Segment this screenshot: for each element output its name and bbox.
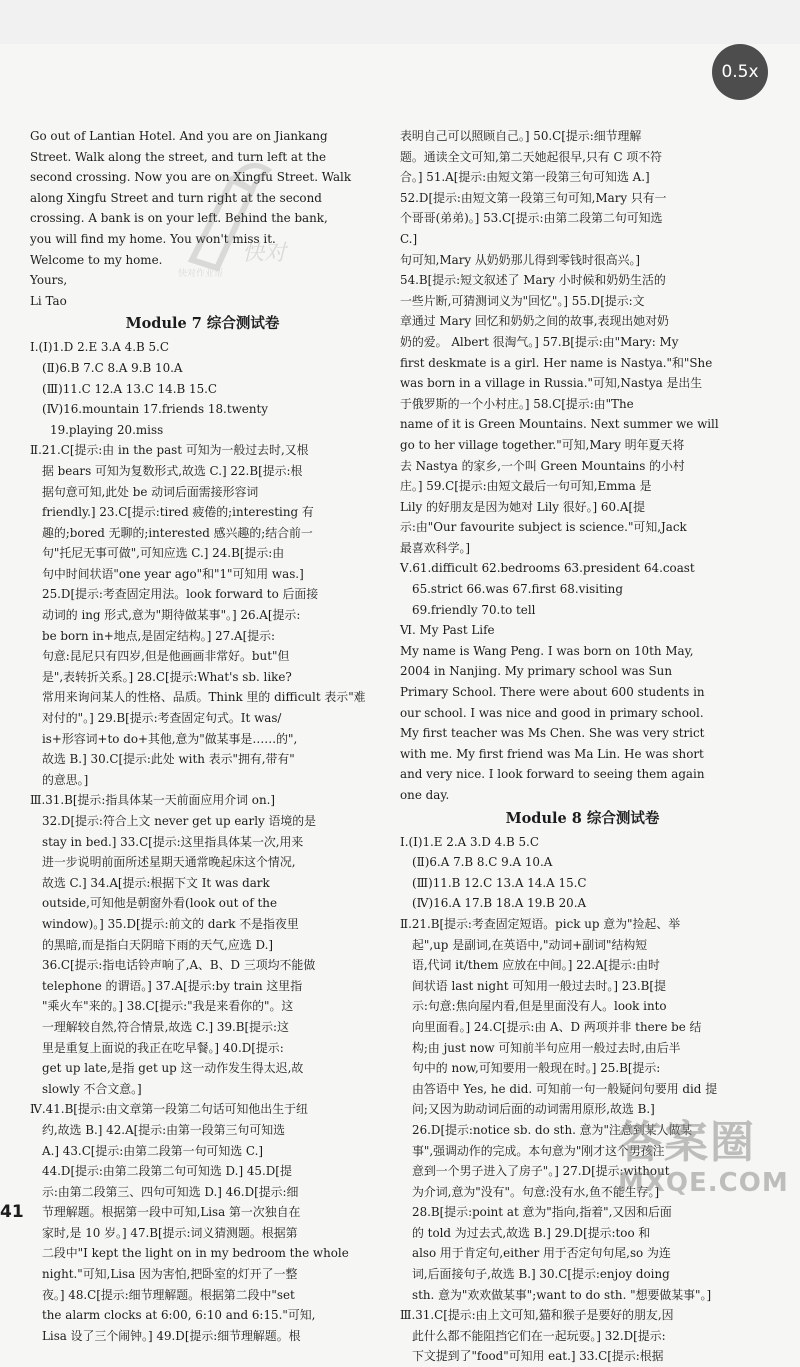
answer-line: 动词的 ing 形式,意为"期待做某事"。] 26.A[提示: — [42, 608, 301, 623]
answer-line: 二段中"I kept the light on in my bedroom the whole — [42, 1246, 349, 1261]
text-line: Li Tao — [30, 293, 67, 308]
answer-line: 此什么都不能阻挡它们在一起玩耍。] 32.D[提示: — [412, 1328, 666, 1343]
answer-line: was born in a village in Russia."可知,Nastya 是出生 — [400, 376, 703, 391]
answer-line: 句意:昆尼只有四岁,但是他画画非常好。but"但 — [42, 649, 290, 664]
answer-line: sth. 意为"欢欢做某事";want to do sth. "想要做某事"。] — [412, 1287, 712, 1302]
answer-line: 于俄罗斯的一个小村庄。] 58.C[提示:由"The — [400, 396, 634, 411]
answer-line: 36.C[提示:指电话铃声响了,A、B、D 三项均不能做 — [42, 958, 316, 973]
answer-line: 故选 C.] 34.A[提示:根据下文 It was dark — [42, 875, 270, 890]
answer-line: 44.D[提示:由第二段第二句可知选 D.] 45.D[提 — [42, 1164, 292, 1179]
answer-line: 26.D[提示:notice sb. do sth. 意为"注意到某人做某 — [412, 1122, 693, 1137]
answer-line: 夜。] 48.C[提示:细节理解题。根据第二段中"set — [42, 1287, 295, 1302]
answer-line: (Ⅳ)16.mountain 17.friends 18.twenty — [42, 402, 268, 417]
answer-line: also 用于肯定句,either 用于否定句句尾,so 为连 — [412, 1246, 671, 1261]
answer-line: 故选 B.] 30.C[提示:此处 with 表示"拥有,带有" — [42, 752, 295, 767]
answer-line: 65.strict 66.was 67.first 68.visiting — [412, 582, 623, 597]
answer-line: the alarm clocks at 6:00, 6:10 and 6:15."可知, — [42, 1308, 316, 1323]
answer-line: 的 told 为过去式,故选 B.] 29.D[提示:too 和 — [412, 1225, 651, 1240]
answer-line: 的黑暗,而是指白天阴暗下雨的天气,应选 D.] — [42, 937, 274, 952]
answer-line: 趣的;bored 无聊的;interested 感兴趣的;结合前一 — [42, 525, 313, 540]
answer-line: 向里面看。] 24.C[提示:由 A、D 两项并非 there be 结 — [412, 1019, 702, 1034]
module-7-answers-continued — [400, 126, 765, 641]
answer-line: A.] 43.C[提示:由第二段第一句可知选 C.] — [42, 1143, 263, 1158]
answer-line: 句可知,Mary 从奶奶那儿得到零钱时很高兴。] — [400, 252, 641, 267]
answer-line: (Ⅳ)16.A 17.B 18.A 19.B 20.A — [412, 896, 587, 911]
answer-line: 事",强调动作的完成。本句意为"刚才这个男孩注 — [412, 1143, 665, 1158]
text-line: My name is Wang Peng. I was born on 10th May, — [400, 643, 694, 658]
answer-line: 进一步说明前面所述星期天通常晚起床这个情况, — [42, 855, 296, 870]
answer-line: Lisa 设了三个闹钟。] 49.D[提示:细节理解题。根 — [42, 1328, 301, 1343]
watermark-site-top: 答案圈 — [618, 1117, 756, 1168]
answer-line: 对付的"。] 29.B[提示:考查固定句式。It was/ — [42, 711, 282, 726]
text-line: Street. Walk along the street, and turn left at the — [30, 149, 327, 164]
answer-line: Ⅰ.(Ⅰ)1.D 2.E 3.A 4.B 5.C — [30, 340, 169, 355]
answer-line: 去 Nastya 的家乡,一个叫 Green Mountains 的小村 — [400, 458, 685, 473]
answer-line: 语,代词 it/them 应放在中间。] 22.A[提示:由时 — [412, 958, 660, 973]
answer-line: 章通过 Mary 回忆和奶奶之间的故事,表现出她对奶 — [400, 314, 669, 329]
module-8-title: Module 8 综合测试卷 — [505, 809, 660, 827]
answer-line: 一理解较自然,符合情景,故选 C.] 39.B[提示:这 — [42, 1019, 289, 1034]
answer-line: 问;又因为助动词后面的动词需用原形,故选 B.] — [412, 1102, 655, 1117]
answer-line: 里是重复上面说的我正在吃早餐。] 40.D[提示: — [42, 1040, 284, 1055]
watermark-site-bottom: MXQE.COM — [618, 1168, 789, 1198]
answer-line: 28.B[提示:point at 意为"指向,指着",又因和后面 — [412, 1205, 672, 1220]
answer-line: 19.playing 20.miss — [50, 422, 164, 437]
text-line: Primary School. There were about 600 students in — [400, 685, 705, 700]
kuaidui-watermark-icon — [172, 150, 292, 280]
answer-line: is+形容词+to do+其他,意为"做某事是……的", — [42, 731, 298, 746]
answer-line: 52.D[提示:由短文第一段第三句可知,Mary 只有一 — [400, 190, 667, 205]
answer-line: 示:由第二段第三、四句可知选 D.] 46.D[提示:细 — [42, 1184, 299, 1199]
answer-line: 示:由"Our favourite subject is science."可知,Jack — [400, 520, 687, 535]
answer-line: 题。通读全文可知,第二天她起很早,只有 C 项不符 — [400, 149, 663, 164]
answer-line: 个哥哥(弟弟)。] 53.C[提示:由第二段第二句可知选 — [400, 211, 663, 226]
text-line: crossing. A bank is on your left. Behind the bank, — [30, 211, 328, 226]
answer-line: outside,可知他是朝窗外看(look out of the — [42, 896, 277, 911]
answer-line: Ⅲ.31.B[提示:指具体某一天前面应用介词 on.] — [30, 793, 276, 808]
answer-line: (Ⅲ)11.B 12.C 13.A 14.A 15.C — [412, 875, 587, 890]
text-line: our school. I was nice and good in primary school. — [400, 705, 704, 720]
answer-line: Ⅱ.21.B[提示:考查固定短语。pick up 意为"捡起、举 — [400, 916, 681, 931]
answer-line: 为介词,意为"没有"。句意:没有水,鱼不能生存。] — [412, 1184, 660, 1199]
answer-line: Ⅰ.(Ⅰ)1.E 2.A 3.D 4.B 5.C — [400, 834, 539, 849]
answer-line: first deskmate is a girl. Her name is Nastya."和"She — [400, 355, 713, 370]
answer-line: 构;由 just now 可知前半句应用一般过去时,由后半 — [412, 1040, 681, 1055]
answer-line: 家时,是 10 岁。] 47.B[提示:词义猜测题。根据第 — [42, 1225, 298, 1240]
text-line: along Xingfu Street and turn right at the second — [30, 190, 322, 205]
answer-line: 69.friendly 70.to tell — [412, 602, 536, 617]
text-line: Yours, — [30, 273, 68, 288]
answer-line: (Ⅲ)11.C 12.A 13.C 14.B 15.C — [42, 381, 218, 396]
answer-line: Ⅲ.31.C[提示:由上文可知,猫和猴子是要好的朋友,因 — [400, 1308, 674, 1323]
answer-line: 句中的 now,可知要用一般现在时。] 25.B[提示: — [412, 1061, 661, 1076]
answer-line: 由答语中 Yes, he did. 可知前一句一般疑问句要用 did 提 — [412, 1081, 718, 1096]
text-line: Welcome to my home. — [30, 252, 163, 267]
answer-line: window)。] 35.D[提示:前文的 dark 不是指夜里 — [42, 916, 299, 931]
answer-line: name of it is Green Mountains. Next summer we will — [400, 417, 719, 432]
text-line: and very nice. I look forward to seeing them again — [400, 767, 705, 782]
answer-line: friendly.] 23.C[提示:tired 疲倦的;interesting 有 — [42, 505, 314, 520]
answer-line: 句"托尼无事可做",可知应选 C.] 24.B[提示:由 — [42, 546, 285, 561]
module-8-answers — [400, 832, 765, 1367]
answer-line: C.] — [400, 231, 418, 246]
page-number: 41 — [0, 1202, 24, 1222]
answer-line: be born in+地点,是固定结构。] 27.A[提示: — [42, 628, 276, 643]
answer-line: 据句意可知,此处 be 动词后面需接形容词 — [42, 484, 259, 499]
answer-line: 起",up 是副词,在英语中,"动词+副词"结构短 — [412, 937, 648, 952]
module-7-answers — [30, 337, 375, 1346]
answer-line: 是",表转折关系。] 28.C[提示:What's sb. like? — [42, 669, 292, 684]
left-column — [30, 126, 375, 1346]
answer-line: 合。] 51.A[提示:由短文第一段第三句可知选 A.] — [400, 170, 650, 185]
essay-text — [400, 641, 765, 806]
answer-line: stay in bed.] 33.C[提示:这里指具体某一次,用来 — [42, 834, 304, 849]
text-line: My first teacher was Ms Chen. She was very strict — [400, 726, 705, 741]
answer-line: "乘火车"来的。] 38.C[提示:"我是来看你的"。这 — [42, 999, 294, 1014]
text-line: with me. My first friend was Ma Lin. He was short — [400, 746, 704, 761]
essay-heading: Ⅵ. My Past Life — [400, 623, 495, 638]
answer-line: 下文提到了"food"可知用 eat.] 33.C[提示:根据 — [412, 1349, 664, 1364]
answer-line: night."可知,Lisa 因为害怕,把卧室的灯开了一整 — [42, 1267, 298, 1282]
watermark-logo-text: 快对 — [242, 241, 287, 266]
answer-line: 示:句意:焦向屋内看,但是里面没有人。look into — [412, 999, 667, 1014]
watermark-logo-subtext: 快对作业帮 — [178, 269, 224, 279]
answer-line: 32.D[提示:符合上文 never get up early 语境的是 — [42, 814, 317, 828]
answer-line: slowly 不合文意。] — [42, 1081, 142, 1096]
answer-line: 表明自己可以照顾自己。] 50.C[提示:细节理解 — [400, 129, 642, 143]
answer-line: 最喜欢科学。] — [400, 540, 471, 555]
answer-line: (Ⅱ)6.B 7.C 8.A 9.B 10.A — [42, 360, 183, 375]
answer-line: 词,后面接句子,故选 B.] 30.C[提示:enjoy doing — [412, 1267, 670, 1282]
text-line: you will find my home. You won't miss it. — [30, 231, 276, 246]
playback-speed-button[interactable]: 0.5x — [712, 44, 768, 100]
answer-line: 25.D[提示:考查固定用法。look forward to 后面接 — [42, 587, 319, 602]
text-line: one day. — [400, 788, 450, 802]
answer-line: 常用来询问某人的性格、品质。Think 里的 difficult 表示"难 — [42, 690, 366, 705]
answer-line: Lily 的好朋友是因为她对 Lily 很好。] 60.A[提 — [400, 499, 645, 514]
viewer-top-bar — [0, 0, 800, 44]
answer-line: 54.B[提示:短文叙述了 Mary 小时候和奶奶生活的 — [400, 273, 666, 288]
answer-line: 节理解题。根据第一段中可知,Lisa 第一次独自在 — [42, 1205, 301, 1220]
answer-line: Ⅱ.21.C[提示:由 in the past 可知为一般过去时,又根 — [30, 443, 309, 458]
text-line: 2004 in Nanjing. My primary school was Sun — [400, 664, 672, 679]
mxqe-watermark — [618, 1118, 794, 1208]
answer-line: 间状语 last night 可知用一般过去时。] 23.B[提 — [412, 978, 666, 993]
answer-line: get up late,是指 get up 这一动作发生得太迟,故 — [42, 1061, 304, 1076]
text-line: Go out of Lantian Hotel. And you are on Jiankang — [30, 129, 328, 143]
answer-line: go to her village together."可知,Mary 明年夏天将 — [400, 437, 685, 452]
answer-line: telephone 的谓语。] 37.A[提示:by train 这里指 — [42, 978, 303, 993]
answer-line: Ⅳ.41.B[提示:由文章第一段第二句话可知他出生于纽 — [30, 1102, 308, 1117]
answer-line: (Ⅱ)6.A 7.B 8.C 9.A 10.A — [412, 855, 553, 870]
answer-line: 约,故选 B.] 42.A[提示:由第一段第三句可知选 — [42, 1122, 285, 1137]
answer-line: 庄。] 59.C[提示:由短文最后一句可知,Emma 是 — [400, 479, 652, 494]
answer-line: 奶的爱。 Albert 很淘气。] 57.B[提示:由"Mary: My — [400, 334, 679, 349]
answer-page — [0, 120, 800, 1364]
answer-line: 意到一个男子进入了房子"。] 27.D[提示:without — [412, 1164, 670, 1179]
module-7-title: Module 7 综合测试卷 — [125, 315, 280, 333]
answer-line: 的意思。] — [42, 772, 89, 787]
answer-line: 据 bears 可知为复数形式,故选 C.] 22.B[提示:根 — [42, 463, 303, 478]
text-line: second crossing. Now you are on Xingfu Street. Walk — [30, 170, 352, 185]
answer-line: 一些片断,可猜测词义为"回忆"。] 55.D[提示:文 — [400, 293, 645, 308]
answer-line: 句中时间状语"one year ago"和"1"可知用 was.] — [42, 566, 304, 581]
answer-line: Ⅴ.61.difficult 62.bedrooms 63.president 64.coast — [400, 561, 695, 576]
